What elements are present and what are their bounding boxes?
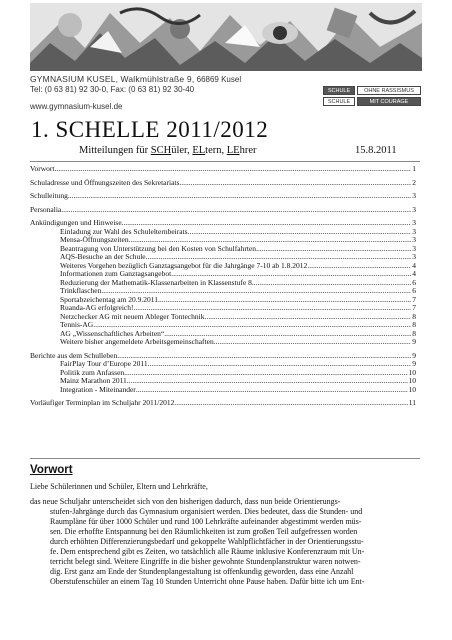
issue-date: 15.8.2011	[355, 145, 397, 156]
subtitle-le: LE	[226, 145, 240, 156]
toc-entry-label: AG „Wissenschaftliches Arbeiten“	[60, 328, 165, 338]
vorwort-heading: Vorwort	[30, 464, 73, 476]
vorwort-body	[30, 497, 419, 587]
toc-entry-label: Mensa-Öffnungszeiten	[60, 235, 129, 244]
badge-row-2	[323, 97, 421, 106]
vorwort-text-line: fe. Dem entsprechend gibt es Zeiten, wo tatsächlich alle Räume inklusive Konferenzraum mit Un-	[50, 547, 365, 556]
toc-entry-page: 3	[412, 204, 416, 214]
toc-entry-page: 3	[412, 235, 416, 244]
toc-leader-dots	[136, 386, 408, 395]
badge-row-1	[323, 86, 421, 95]
school-postal: 66869 Kusel	[196, 75, 242, 84]
toc-entry-label: Vorwort	[30, 164, 55, 173]
toc-entry-page: 10	[408, 384, 416, 394]
toc-entry-page: 6	[412, 286, 416, 295]
vorwort-text-line: das neue Schuljahr unterscheidet sich von den bisherigen dadurch, dass nun beide Orientierungs-	[30, 497, 341, 506]
table-of-contents	[30, 165, 416, 408]
toc-leader-dots	[205, 313, 412, 322]
toc-entry[interactable]	[30, 206, 416, 215]
vorwort-text-line: Oberstufenschüler an einem Tag 10 Stunden Unterricht ohne Pause haben. Dafür bitte ich um Ent-	[50, 577, 365, 586]
page-title: 1. SCHELLE 2011/2012	[31, 117, 269, 142]
subtitle-sch-rest: üler,	[171, 145, 193, 156]
vorwort-text-line: dig. Erst ganz am Ende der Stundenplangestaltung ist offenkundig geworden, dass eine Anzahl	[50, 567, 354, 576]
toc-entry-label: Mainz Marathon 2011	[60, 376, 127, 385]
toc-entry-label: Sportabzeichentag am 20.9.2011	[60, 294, 159, 304]
title-divider	[30, 161, 420, 162]
toc-entry-label: Schuladresse und Öffnungszeiten des Sekretariats	[30, 177, 180, 187]
badge-row1-right: OHNE RASSISMUS	[357, 86, 421, 95]
toc-leader-dots	[174, 399, 407, 408]
toc-entry-page: 7	[412, 294, 416, 304]
toc-entry-page: 4	[412, 269, 416, 278]
toc-entry-label: Ruanda-AG erfolgreich!	[60, 303, 134, 312]
vorwort-text-line: sen. Die erhoffte Entspannung bei den Räumlichkeiten ist zum großen Teil aufgefressen worden	[50, 527, 358, 536]
vorwort-text-line: Raumpläne für über 1000 Schüler und rund 100 Lehrkräfte aufeinander abgestimmt werden müs-	[50, 517, 362, 526]
school-contact-block	[30, 74, 290, 112]
toc-entry-label: Vorläufiger Terminplan im Schuljahr 2011/2012	[30, 398, 175, 407]
toc-leader-dots	[214, 338, 412, 347]
toc-entry-page: 7	[412, 303, 416, 312]
toc-entry-page: 3	[412, 191, 416, 200]
toc-leader-dots	[307, 262, 411, 271]
toc-entry-label: Berichte aus dem Schulleben	[30, 350, 118, 360]
toc-entry-page: 1	[412, 164, 416, 173]
toc-entry-page: 3	[412, 252, 416, 261]
toc-entry-page: 2	[412, 177, 416, 187]
vorwort-text-line: stufen-Jahrgänge durch das Gymnasium organisiert werden. Dies bedeutet, dass die Stunden- und	[50, 507, 363, 516]
toc-entry-label: Tennis-AG	[60, 320, 94, 329]
subtitle-sch: SCH	[150, 145, 172, 156]
toc-divider	[30, 458, 420, 459]
toc-entry-label: Trinkflaschen	[60, 286, 102, 295]
toc-leader-dots	[148, 360, 412, 369]
toc-entry-label: Einladung zur Wahl des Schulelternbeirats	[60, 226, 188, 236]
badge-row1-left: SCHULE	[323, 86, 355, 95]
toc-entry-label: Politik zum Anfassen	[60, 367, 125, 377]
page-subtitle	[79, 145, 256, 156]
banner-collage-image	[30, 3, 422, 71]
school-name-line	[30, 74, 290, 85]
school-name: GYMNASIUM KUSEL,	[30, 74, 119, 84]
toc-entry[interactable]	[30, 165, 416, 174]
toc-entry-page: 8	[412, 320, 416, 329]
toc-entry-label: Netzchecker AG mit neuem Ableger Tontechnik	[60, 311, 205, 321]
toc-subentry[interactable]	[30, 338, 416, 347]
toc-entry-page: 9	[412, 359, 416, 368]
vorwort-text-line: terricht belegt sind. Weitere Eingriffe in die bisher gewohnte Stundenplanstruktur waren notwen-	[50, 557, 361, 566]
header-banner-artwork	[30, 3, 422, 71]
toc-entry-page: 3	[412, 226, 416, 236]
toc-entry[interactable]	[30, 399, 416, 408]
toc-entry-page: 11	[408, 398, 416, 407]
toc-leader-dots	[256, 245, 411, 254]
toc-leader-dots	[252, 279, 411, 288]
toc-leader-dots	[54, 165, 411, 174]
subtitle-le-rest: hrer	[239, 145, 257, 156]
school-address: Walkmühlstraße 9,	[120, 74, 195, 84]
toc-entry[interactable]	[30, 179, 416, 188]
toc-leader-dots	[68, 192, 411, 201]
toc-entry-page: 8	[412, 311, 416, 321]
toc-entry-label: Weiteres Vorgehen bezüglich Ganztagsangebot für die Jahrgänge 7-10 ab 1.8.2012	[60, 260, 308, 270]
toc-entry-label: Integration - Miteinander	[60, 384, 136, 394]
toc-leader-dots	[127, 377, 408, 386]
subtitle-prefix: Mitteilungen für	[79, 145, 151, 156]
toc-entry-label: Ankündigungen und Hinweise	[30, 218, 122, 227]
toc-entry-page: 10	[408, 367, 416, 377]
toc-entry-page: 9	[412, 350, 416, 360]
subtitle-el: EL	[192, 145, 206, 156]
toc-entry-page: 6	[412, 277, 416, 287]
vorwort-greeting: Liebe Schülerinnen und Schüler, Eltern und Lehrkräfte,	[30, 482, 208, 491]
toc-entry-page: 8	[412, 328, 416, 338]
school-website-link[interactable]: www.gymnasium-kusel.de	[30, 102, 123, 111]
toc-entry-label: Personalia	[30, 204, 62, 214]
badge-row2-left: SCHULE	[323, 97, 355, 106]
toc-entry-label: Weitere bisher angemeldete Arbeitsgemeinschaften	[60, 337, 214, 346]
school-phone-fax: Tel: (0 63 81) 92 30-0, Fax: (0 63 81) 92 30-40	[30, 85, 195, 94]
toc-entry-page: 9	[412, 337, 416, 346]
toc-leader-dots	[188, 228, 412, 237]
toc-entry[interactable]	[30, 192, 416, 201]
subtitle-el-rest: tern,	[205, 145, 227, 156]
schule-ohne-rassismus-badge	[323, 86, 421, 108]
toc-entry-page: 3	[412, 218, 416, 227]
toc-leader-dots	[179, 179, 411, 188]
toc-entry-label: FairPlay Tour d’Europe 2011	[60, 359, 148, 368]
toc-leader-dots	[124, 369, 407, 378]
toc-entry-page: 4	[412, 260, 416, 270]
badge-row2-right: MIT COURAGE	[357, 97, 421, 106]
toc-entry-page: 10	[408, 376, 416, 385]
toc-entry-label: Reduzierung der Mathematik-Klassenarbeiten in Klassenstufe 8	[60, 277, 252, 287]
vorwort-text-line: durch erhöhten Differenzierungsbedarf und gekoppelte Wahlpflichtfächer in der Orientierungsstu-	[50, 537, 364, 546]
toc-subentry[interactable]	[30, 386, 416, 395]
toc-entry-label: AQS-Besuche an der Schule	[60, 252, 146, 261]
toc-entry-label: Schulleitung	[30, 191, 68, 200]
toc-entry-label: Beantragung von Unterstützung bei den Kosten von Schulfahrten	[60, 243, 256, 253]
toc-leader-dots	[61, 206, 411, 215]
toc-leader-dots	[158, 296, 411, 305]
toc-entry-label: Informationen zum Ganztagsangebot	[60, 269, 172, 278]
toc-leader-dots	[117, 352, 411, 361]
toc-entry-page: 3	[412, 243, 416, 253]
